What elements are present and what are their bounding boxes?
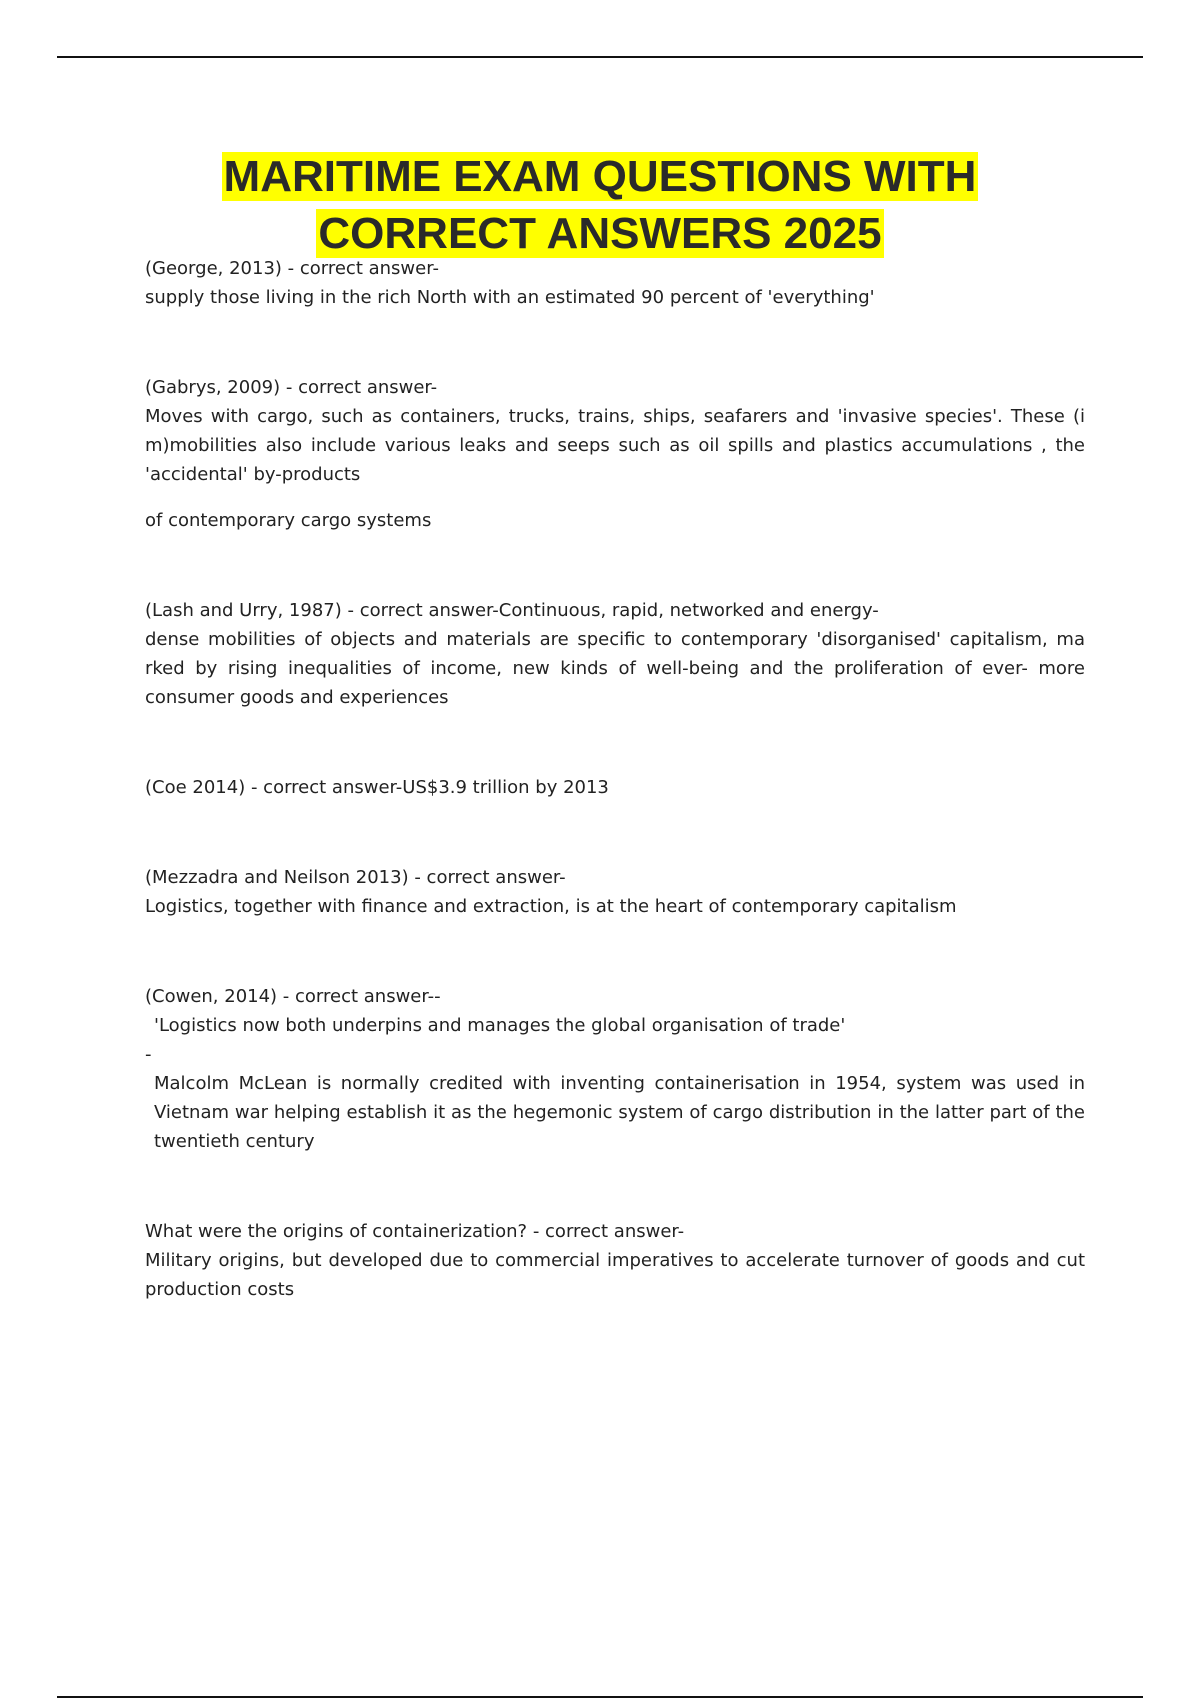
question: (Coe 2014) - correct answer-US$3.9 trillion by 2013	[145, 777, 609, 798]
document-title	[222, 148, 979, 262]
qa-list	[145, 254, 1085, 1365]
question: (George, 2013) - correct answer-	[145, 258, 439, 279]
bottom-rule	[57, 1696, 1143, 1698]
answer: Military origins, but developed due to commercial imperatives to accelerate turnover of goods and cut production costs	[145, 1250, 1085, 1300]
answer: Moves with cargo, such as containers, trucks, trains, ships, seafarers and 'invasive species'. These (i m)mobilities also include various leaks and seeps such as oil spills and plastics accumulations , the 'accidental' by-products	[145, 406, 1085, 485]
question: (Cowen, 2014) - correct answer--	[145, 986, 441, 1007]
title-block	[0, 148, 1200, 262]
answer: supply those living in the rich North with an estimated 90 percent of 'everything'	[145, 287, 875, 308]
qa-entry	[145, 254, 1085, 312]
answer-continuation: of contemporary cargo systems	[145, 510, 432, 531]
question: (Gabrys, 2009) - correct answer-	[145, 377, 438, 398]
qa-entry	[145, 982, 1085, 1156]
question: (Mezzadra and Neilson 2013) - correct answer-	[145, 867, 566, 888]
qa-entry	[145, 1217, 1085, 1304]
dash-separator: -	[145, 1044, 152, 1065]
question: (Lash and Urry, 1987) - correct answer-Continuous, rapid, networked and energy-	[145, 600, 879, 621]
answer: dense mobilities of objects and materials are specific to contemporary 'disorganised' capitalism, ma rked by rising inequalities of income, new kinds of well-being and the proliferation of ever- more consumer goods and experiences	[145, 629, 1085, 708]
top-rule	[57, 56, 1143, 58]
title-line-1: MARITIME EXAM QUESTIONS WITH	[223, 152, 977, 201]
qa-entry	[145, 373, 1085, 535]
qa-entry	[145, 863, 1085, 921]
answer-continuation: Malcolm McLean is normally credited with inventing containerisation in 1954, system was used in Vietnam war helping establish it as the hegemonic system of cargo distribution in the latter part of the twentieth century	[154, 1073, 1085, 1152]
qa-entry	[145, 773, 1085, 802]
question: What were the origins of containerization? - correct answer-	[145, 1221, 685, 1242]
answer: 'Logistics now both underpins and manages the global organisation of trade'	[154, 1015, 846, 1036]
qa-entry	[145, 596, 1085, 712]
title-line-2: CORRECT ANSWERS 2025	[318, 209, 882, 258]
answer: Logistics, together with finance and extraction, is at the heart of contemporary capitalism	[145, 896, 957, 917]
